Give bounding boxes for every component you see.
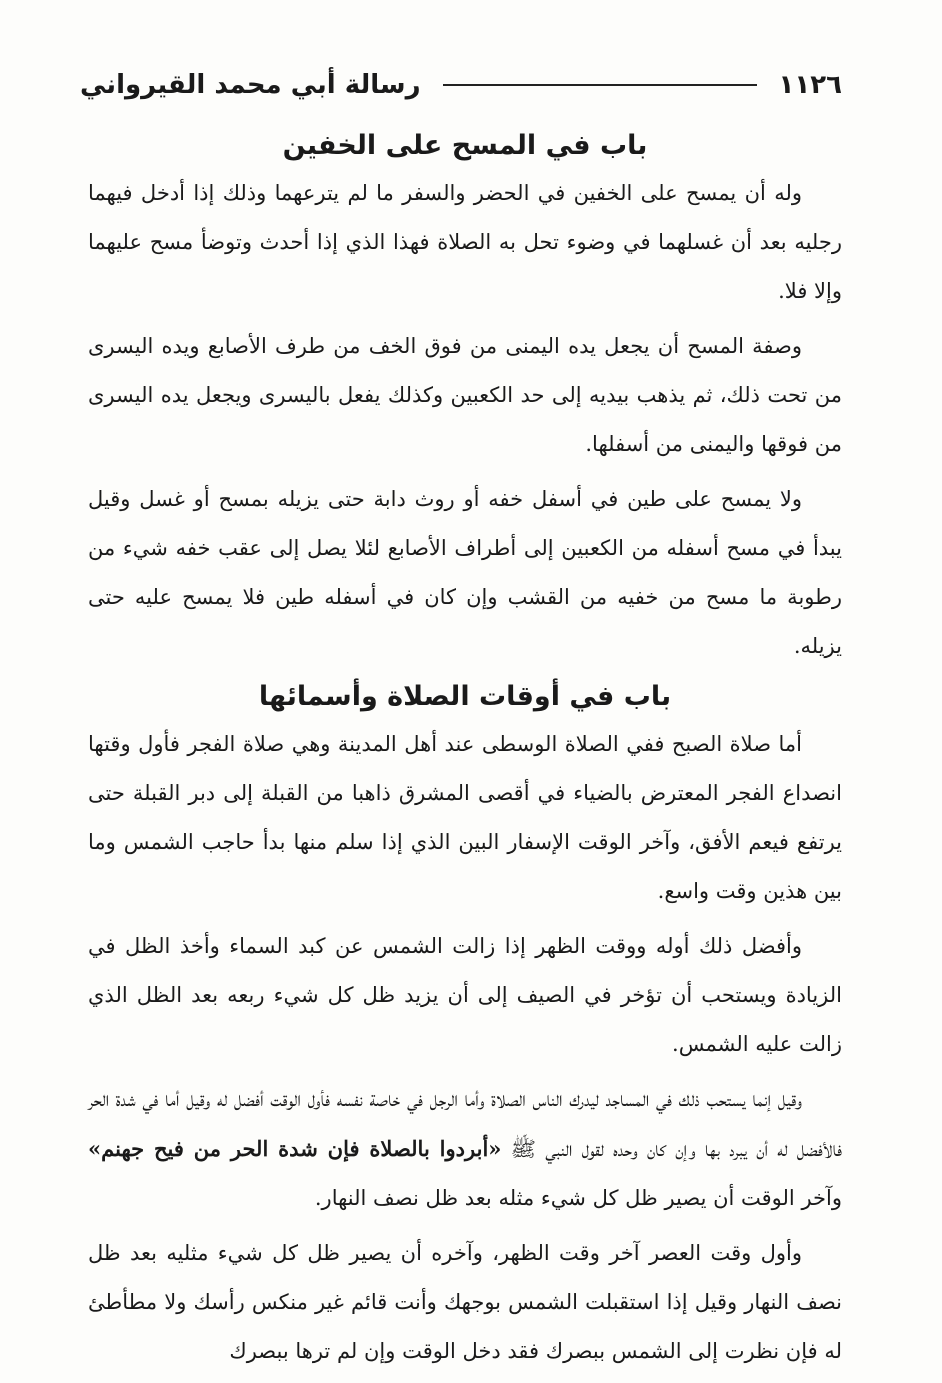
paragraph-text: وقيل إنما يستحب ذلك في المساجد ليدرك الناس الصلاة وأما الرجل في خاصة نفسه فأول الوقت أفضل له وقيل أما في شدة الحر فالأفضل له أن يبرد بها وإن كان وحده لقول النبي ﷺ xyxy=(88,1087,842,1161)
paragraph: وأفضل ذلك أوله ووقت الظهر إذا زالت الشمس عن كبد السماء وأخذ الظل في الزيادة ويستحب أن تؤخر في الصيف إلى أن يزيد ظل كل شيء ربعه بعد الظل الذي زالت عليه الشمس. xyxy=(88,934,842,1056)
paragraph: ولا يمسح على طين في أسفل خفه أو روث دابة حتى يزيله بمسح أو غسل وقيل يبدأ في مسح أسفله من الكعبين إلى أطراف الأصابع لئلا يصل إلى عقب خفه شيء من رطوبة ما مسح من خفيه من القشب وإن كان في أسفله طين فلا يمسح عليه حتى يزيله. xyxy=(88,487,842,658)
paragraph xyxy=(88,1075,842,1223)
paragraph: أما صلاة الصبح ففي الصلاة الوسطى عند أهل المدينة وهي صلاة الفجر فأول وقتها انصداع الفجر المعترض بالضياء في أقصى المشرق ذاهبا من القبلة إلى دبر القبلة حتى يرتفع فيعم الأفق، وآخر الوقت الإسفار البين الذي إذا سلم منها بدأ حاجب الشمس وما بين هذين وقت واسع. xyxy=(88,732,842,903)
paragraph-text: وآخر الوقت أن يصير ظل كل شيء مثله بعد ظل نصف النهار. xyxy=(314,1186,842,1210)
paragraph: وله أن يمسح على الخفين في الحضر والسفر ما لم يترعهما وذلك إذا أدخل فيهما رجليه بعد أن غسلهما في وضوء تحل به الصلاة فهذا الذي إذا أحدث وتوضأ مسح عليهما وإلا فلا. xyxy=(88,181,842,303)
header-rule xyxy=(443,84,757,86)
hadith-quote: «أبردوا بالصلاة فإن شدة الحر من فيح جهنم» xyxy=(88,1136,502,1161)
section-title-wiping-khuffs: باب في المسح على الخفين xyxy=(282,130,648,161)
running-title: رسالة أبي محمد القيرواني xyxy=(80,70,421,100)
page-number: ١١٢٦ xyxy=(778,70,842,100)
page-header xyxy=(80,60,842,110)
paragraph: وصفة المسح أن يجعل يده اليمنى من فوق الخف من طرف الأصابع ويده اليسرى من تحت ذلك، ثم يذهب بيديه إلى حد الكعبين وكذلك يفعل باليسرى ويجعل يده اليسرى من فوقها واليمنى من أسفلها. xyxy=(88,334,842,456)
section-title-prayer-times: باب في أوقات الصلاة وأسمائها xyxy=(258,681,672,712)
page-body xyxy=(88,120,842,1382)
paragraph: وأول وقت العصر آخر وقت الظهر، وآخره أن يصير ظل كل شيء مثليه بعد ظل نصف النهار وقيل إذا استقبلت الشمس بوجهك وأنت قائم غير منكس رأسك ولا مطأطئ له فإن نظرت إلى الشمس ببصرك فقد دخل الوقت وإن لم ترها ببصرك xyxy=(88,1241,842,1363)
